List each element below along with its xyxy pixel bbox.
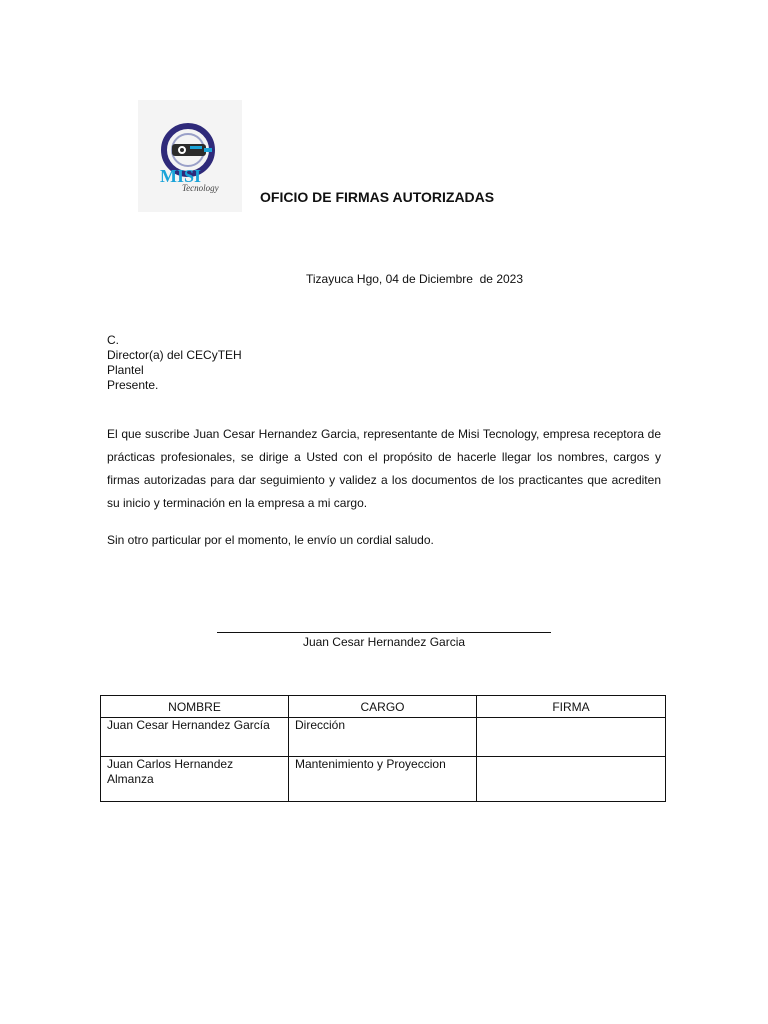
table-row — [101, 757, 666, 802]
cell-cargo: Dirección — [289, 718, 477, 757]
logo-emblem-icon — [138, 100, 242, 212]
company-logo — [138, 100, 242, 212]
header-firma: FIRMA — [477, 696, 666, 718]
table-row — [101, 718, 666, 757]
place-date: Tizayuca Hgo, 04 de Diciembre de 2023 — [306, 272, 524, 286]
recipient-line: Director(a) del CECyTEH — [107, 348, 242, 362]
signature-line — [217, 632, 551, 633]
table-header-row — [101, 696, 666, 718]
cell-firma — [477, 718, 666, 757]
signature-name: Juan Cesar Hernandez Garcia — [302, 635, 466, 649]
recipient-line: Plantel — [107, 363, 144, 377]
recipient-block — [107, 333, 242, 393]
cell-nombre: Juan Cesar Hernandez García — [101, 718, 289, 757]
logo-sub-text: Tecnology — [182, 183, 219, 193]
cell-cargo: Mantenimiento y Proyeccion — [289, 757, 477, 802]
header-nombre: NOMBRE — [101, 696, 289, 718]
document-title: OFICIO DE FIRMAS AUTORIZADAS — [260, 189, 495, 205]
logo-brand-text: MISI — [160, 166, 202, 186]
recipient-line: Presente. — [107, 378, 159, 392]
header-cargo: CARGO — [289, 696, 477, 718]
recipient-line: C. — [107, 333, 119, 347]
cell-nombre: Juan Carlos Hernandez Almanza — [101, 757, 289, 802]
closing-text: Sin otro particular por el momento, le envío un cordial saludo. — [107, 533, 434, 547]
authorized-signatures-table — [100, 695, 666, 802]
cell-firma — [477, 757, 666, 802]
body-paragraph: El que suscribe Juan Cesar Hernandez Garcia, representante de Misi Tecnology, empresa receptora de prácticas profesionales, se dirige a Usted con el propósito de hacerle llegar los nombres, cargos y firmas autorizadas para dar seguimiento y validez a los documentos de los practicantes que acrediten su inicio y terminación en la empresa a mi cargo. — [107, 427, 661, 510]
